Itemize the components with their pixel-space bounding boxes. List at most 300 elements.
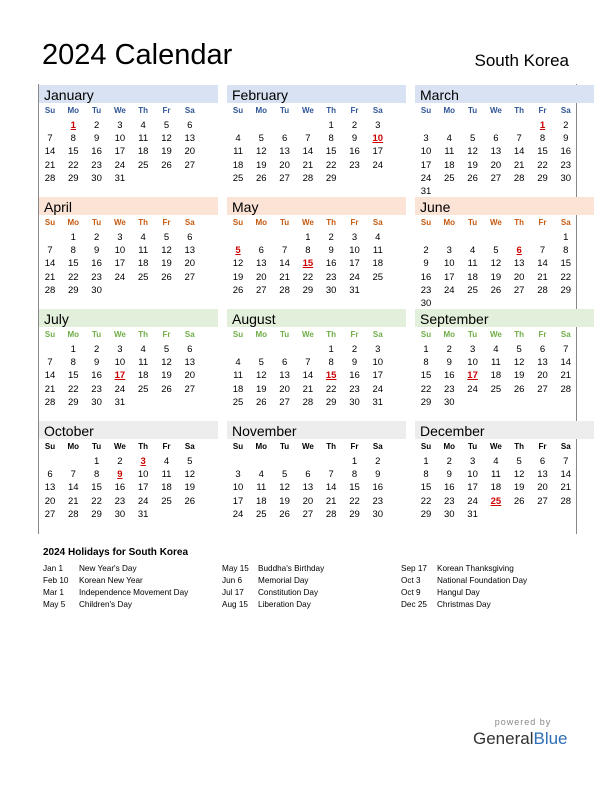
- weekday-label: Mo: [67, 218, 80, 227]
- day-cell: 14: [513, 146, 525, 158]
- day-cell: 20: [44, 495, 56, 507]
- brand-blue: Blue: [533, 729, 568, 748]
- month-name: April: [44, 199, 73, 215]
- day-cell: 2: [446, 344, 452, 355]
- day-cell: 16: [91, 370, 102, 382]
- day-cell: 1: [563, 232, 569, 243]
- weekday-label: We: [113, 330, 126, 339]
- day-cell: 22: [349, 495, 360, 507]
- month-name: June: [420, 199, 451, 215]
- day-cell: 16: [444, 370, 455, 382]
- day-cell: 13: [490, 146, 502, 158]
- weekday-label: Tu: [468, 442, 478, 451]
- day-cell: 21: [302, 383, 314, 395]
- day-cell: 31: [114, 172, 126, 184]
- day-cell: 4: [140, 344, 146, 355]
- day-cell: 17: [444, 271, 455, 283]
- day-cell: 20: [184, 258, 196, 270]
- day-cell: 8: [70, 133, 76, 145]
- holiday-date: Aug 15: [222, 600, 248, 609]
- day-cell: 25: [137, 383, 149, 395]
- weekday-label: Th: [326, 330, 337, 339]
- day-cell: 14: [302, 146, 314, 158]
- day-cell: 24: [420, 172, 432, 184]
- holiday-date: Oct 3: [401, 576, 421, 585]
- day-cell: 23: [560, 159, 572, 171]
- day-cell: 4: [140, 120, 146, 131]
- day-cell: 29: [91, 508, 102, 520]
- day-cell: 12: [161, 357, 172, 369]
- day-cell: 25: [137, 271, 149, 283]
- day-cell: 5: [258, 357, 264, 369]
- day-cell: 3: [375, 120, 381, 131]
- weekday-label: Th: [514, 442, 525, 451]
- day-cell: 27: [537, 495, 548, 507]
- day-cell: 30: [560, 172, 572, 184]
- holiday-day: 3: [140, 456, 146, 467]
- day-cell: 23: [91, 159, 102, 171]
- day-cell: 15: [560, 258, 572, 270]
- day-cell: 2: [93, 344, 100, 355]
- day-cell: 17: [420, 159, 432, 171]
- day-cell: 19: [513, 370, 525, 382]
- weekday-label: Tu: [468, 330, 478, 339]
- day-cell: 7: [47, 357, 53, 369]
- weekday-label: Th: [138, 442, 149, 451]
- day-cell: 25: [256, 508, 267, 520]
- weekday-label: Th: [514, 106, 525, 115]
- brand-logo[interactable]: [473, 729, 568, 749]
- day-cell: 1: [70, 344, 76, 355]
- day-cell: 28: [44, 172, 56, 184]
- weekday-label: Sa: [560, 442, 571, 451]
- day-cell: 21: [325, 495, 337, 507]
- day-cell: 4: [375, 232, 381, 243]
- day-cell: 9: [423, 258, 429, 270]
- day-cell: 19: [184, 482, 196, 494]
- day-cell: 15: [68, 258, 79, 270]
- day-cell: 14: [560, 357, 572, 369]
- day-cell: 22: [560, 271, 572, 283]
- month-header: [39, 421, 218, 439]
- day-cell: 24: [349, 271, 360, 283]
- day-cell: 13: [513, 258, 525, 270]
- weekday-label: Su: [44, 330, 56, 339]
- day-cell: 21: [537, 271, 548, 283]
- day-cell: 5: [163, 232, 170, 243]
- day-cell: 13: [184, 245, 196, 257]
- holiday-day: 5: [235, 245, 241, 257]
- weekday-label: Fr: [162, 218, 171, 227]
- day-cell: 8: [93, 469, 100, 481]
- day-cell: 7: [563, 344, 569, 355]
- day-cell: 14: [279, 258, 290, 270]
- day-cell: 6: [47, 469, 53, 481]
- holidays-title: 2024 Holidays for South Korea: [43, 547, 189, 558]
- day-cell: 23: [349, 159, 360, 171]
- weekday-label: Tu: [280, 218, 290, 227]
- day-cell: 7: [516, 133, 522, 145]
- weekday-label: Su: [232, 442, 244, 451]
- day-cell: 7: [281, 245, 288, 257]
- holiday-date: Feb 10: [43, 576, 69, 585]
- day-cell: 24: [114, 159, 126, 171]
- day-cell: 12: [256, 370, 267, 382]
- day-cell: 30: [91, 172, 102, 184]
- day-cell: 7: [47, 245, 53, 257]
- day-cell: 12: [161, 245, 172, 257]
- month-october: [39, 420, 218, 532]
- day-cell: 10: [467, 357, 478, 369]
- brand-general: General: [473, 729, 534, 748]
- month-header: [415, 309, 594, 327]
- day-cell: 11: [490, 469, 501, 481]
- day-cell: 5: [493, 245, 499, 257]
- day-cell: 20: [513, 271, 525, 283]
- day-cell: 28: [513, 172, 525, 184]
- holiday-date: Sep 17: [401, 564, 427, 573]
- day-cell: 9: [446, 357, 452, 369]
- day-cell: 25: [372, 271, 384, 283]
- weekday-label: Sa: [372, 106, 383, 115]
- day-cell: 16: [349, 146, 360, 158]
- weekday-label: We: [301, 442, 314, 451]
- day-cell: 9: [93, 133, 100, 145]
- day-cell: 19: [513, 482, 525, 494]
- day-cell: 5: [469, 133, 476, 145]
- day-cell: 27: [184, 383, 196, 395]
- day-cell: 28: [560, 383, 572, 395]
- weekday-label: Su: [232, 106, 244, 115]
- day-cell: 22: [420, 495, 432, 507]
- day-cell: 21: [560, 370, 572, 382]
- weekday-label: Th: [138, 218, 149, 227]
- day-cell: 9: [375, 469, 381, 481]
- weekday-label: Su: [44, 218, 56, 227]
- country-name: South Korea: [474, 51, 569, 70]
- weekday-label: Sa: [560, 218, 571, 227]
- day-cell: 30: [91, 284, 102, 296]
- day-cell: 1: [305, 232, 311, 243]
- day-cell: 1: [423, 344, 429, 355]
- weekday-label: Su: [232, 218, 244, 227]
- day-cell: 9: [351, 357, 358, 369]
- day-cell: 16: [114, 482, 126, 494]
- day-cell: 22: [325, 383, 337, 395]
- weekday-label: Fr: [538, 218, 547, 227]
- day-cell: 12: [232, 258, 244, 270]
- day-cell: 30: [420, 298, 432, 309]
- holiday-name: National Foundation Day: [437, 576, 528, 585]
- day-cell: 24: [444, 284, 455, 296]
- day-cell: 11: [138, 357, 149, 369]
- weekday-label: Sa: [560, 330, 571, 339]
- day-cell: 6: [258, 245, 264, 257]
- month-header: [39, 85, 218, 103]
- day-cell: 13: [184, 357, 196, 369]
- day-cell: 15: [68, 370, 79, 382]
- month-march: [415, 84, 594, 196]
- day-cell: 6: [187, 344, 193, 355]
- day-cell: 18: [444, 159, 455, 171]
- day-cell: 22: [537, 159, 548, 171]
- day-cell: 15: [68, 146, 79, 158]
- day-cell: 27: [44, 508, 56, 520]
- day-cell: 20: [256, 271, 267, 283]
- day-cell: 4: [235, 133, 241, 145]
- day-cell: 14: [560, 469, 572, 481]
- holiday-day: 10: [372, 133, 384, 145]
- day-cell: 13: [279, 370, 290, 382]
- month-april: [39, 196, 218, 308]
- day-cell: 16: [349, 370, 360, 382]
- day-cell: 10: [114, 357, 126, 369]
- day-cell: 10: [444, 258, 455, 270]
- day-cell: 6: [281, 133, 288, 145]
- day-cell: 30: [91, 396, 102, 408]
- month-september: [415, 308, 594, 420]
- weekday-label: Su: [44, 106, 56, 115]
- day-cell: 20: [279, 159, 290, 171]
- day-cell: 4: [258, 469, 264, 481]
- day-cell: 7: [47, 133, 53, 145]
- day-cell: 3: [117, 120, 123, 131]
- day-cell: 17: [137, 482, 149, 494]
- day-cell: 27: [184, 159, 196, 171]
- day-cell: 1: [328, 120, 334, 131]
- day-cell: 7: [305, 357, 311, 369]
- day-cell: 9: [93, 357, 100, 369]
- day-cell: 21: [68, 495, 79, 507]
- month-name: September: [420, 311, 489, 327]
- day-cell: 1: [351, 456, 358, 467]
- weekday-label: Mo: [67, 106, 80, 115]
- month-header: [227, 197, 406, 215]
- day-cell: 13: [256, 258, 267, 270]
- day-cell: 20: [302, 495, 314, 507]
- day-cell: 5: [163, 120, 170, 131]
- weekday-label: Mo: [255, 106, 268, 115]
- month-header: [415, 85, 594, 103]
- day-cell: 16: [91, 258, 102, 270]
- weekday-label: Sa: [372, 330, 383, 339]
- day-cell: 7: [70, 469, 76, 481]
- weekday-label: We: [301, 106, 314, 115]
- day-cell: 10: [114, 245, 126, 257]
- day-cell: 25: [490, 383, 502, 395]
- weekday-label: Tu: [92, 442, 102, 451]
- weekday-label: Tu: [280, 442, 290, 451]
- day-cell: 3: [423, 133, 429, 145]
- day-cell: 26: [513, 383, 525, 395]
- day-cell: 24: [114, 271, 126, 283]
- month-name: May: [232, 199, 259, 215]
- day-cell: 20: [490, 159, 502, 171]
- holiday-name: Korean Thanksgiving: [437, 564, 514, 573]
- month-august: [227, 308, 406, 420]
- day-cell: 23: [444, 495, 455, 507]
- day-cell: 11: [138, 245, 149, 257]
- day-cell: 2: [351, 120, 358, 131]
- day-cell: 17: [232, 495, 244, 507]
- weekday-label: Mo: [255, 330, 268, 339]
- weekday-label: Tu: [280, 330, 290, 339]
- day-cell: 8: [328, 133, 334, 145]
- weekday-label: Fr: [538, 106, 547, 115]
- holiday-name: Christmas Day: [437, 600, 491, 609]
- day-cell: 29: [560, 284, 572, 296]
- month-name: November: [232, 423, 297, 439]
- day-cell: 20: [184, 370, 196, 382]
- weekday-label: Fr: [350, 442, 359, 451]
- day-cell: 16: [325, 258, 337, 270]
- day-cell: 12: [184, 469, 196, 481]
- day-cell: 18: [490, 482, 502, 494]
- weekday-label: Tu: [280, 106, 290, 115]
- month-name: December: [420, 423, 485, 439]
- day-cell: 10: [349, 245, 360, 257]
- day-cell: 6: [281, 357, 288, 369]
- day-cell: 24: [232, 508, 244, 520]
- day-cell: 22: [302, 271, 314, 283]
- day-cell: 19: [279, 495, 290, 507]
- day-cell: 9: [93, 245, 100, 257]
- holiday-name: Liberation Day: [258, 600, 311, 609]
- day-cell: 14: [44, 258, 56, 270]
- day-cell: 12: [490, 258, 502, 270]
- day-cell: 8: [423, 357, 429, 369]
- day-cell: 29: [68, 172, 79, 184]
- weekday-label: Fr: [162, 106, 171, 115]
- month-header: [227, 85, 406, 103]
- day-cell: 18: [256, 495, 267, 507]
- day-cell: 16: [560, 146, 572, 158]
- day-cell: 29: [420, 396, 432, 408]
- weekday-label: Tu: [468, 106, 478, 115]
- holiday-date: Jan 1: [43, 564, 64, 573]
- day-cell: 27: [537, 383, 548, 395]
- holiday-date: Oct 9: [401, 588, 421, 597]
- holiday-name: New Year's Day: [79, 564, 137, 573]
- day-cell: 15: [349, 482, 360, 494]
- day-cell: 11: [372, 245, 383, 257]
- day-cell: 24: [114, 383, 126, 395]
- month-name: August: [232, 311, 276, 327]
- day-cell: 26: [232, 284, 244, 296]
- day-cell: 15: [420, 370, 432, 382]
- month-header: [415, 197, 594, 215]
- day-cell: 4: [469, 245, 476, 257]
- day-cell: 31: [137, 508, 149, 520]
- day-cell: 16: [420, 271, 432, 283]
- weekday-label: Th: [326, 218, 337, 227]
- day-cell: 25: [232, 172, 244, 184]
- weekday-label: Sa: [560, 106, 571, 115]
- weekday-label: Sa: [372, 442, 383, 451]
- day-cell: 4: [446, 133, 452, 145]
- day-cell: 27: [279, 396, 290, 408]
- day-cell: 30: [444, 508, 455, 520]
- weekday-label: Sa: [372, 218, 383, 227]
- day-cell: 8: [70, 245, 76, 257]
- day-cell: 17: [372, 370, 384, 382]
- day-cell: 22: [325, 159, 337, 171]
- day-cell: 29: [325, 172, 337, 184]
- day-cell: 24: [467, 383, 478, 395]
- day-cell: 23: [91, 271, 102, 283]
- day-cell: 25: [444, 172, 455, 184]
- day-cell: 13: [537, 469, 548, 481]
- day-cell: 26: [467, 172, 478, 184]
- weekday-label: Su: [44, 442, 56, 451]
- weekday-label: We: [113, 106, 126, 115]
- day-cell: 22: [68, 271, 79, 283]
- day-cell: 26: [490, 284, 502, 296]
- day-cell: 5: [187, 456, 193, 467]
- day-cell: 12: [513, 357, 525, 369]
- day-cell: 27: [256, 284, 267, 296]
- day-cell: 21: [44, 159, 56, 171]
- day-cell: 28: [560, 495, 572, 507]
- day-cell: 26: [279, 508, 290, 520]
- day-cell: 10: [372, 357, 384, 369]
- day-cell: 2: [375, 456, 381, 467]
- month-header: [415, 421, 594, 439]
- day-cell: 29: [325, 396, 337, 408]
- day-cell: 13: [44, 482, 56, 494]
- day-cell: 27: [279, 172, 290, 184]
- month-december: [415, 420, 594, 532]
- day-cell: 29: [68, 284, 79, 296]
- day-cell: 19: [161, 258, 172, 270]
- weekday-label: Fr: [538, 330, 547, 339]
- holiday-name: Children's Day: [79, 600, 132, 609]
- weekday-label: Mo: [443, 218, 456, 227]
- weekday-label: Fr: [350, 330, 359, 339]
- weekday-label: Sa: [184, 330, 195, 339]
- holiday-date: Dec 25: [401, 600, 427, 609]
- day-cell: 26: [161, 383, 172, 395]
- day-cell: 28: [302, 172, 314, 184]
- day-cell: 26: [161, 159, 172, 171]
- day-cell: 17: [349, 258, 360, 270]
- day-cell: 3: [351, 232, 358, 243]
- month-name: February: [232, 87, 289, 103]
- day-cell: 3: [469, 456, 476, 467]
- day-cell: 23: [91, 383, 102, 395]
- weekday-label: We: [113, 218, 126, 227]
- day-cell: 17: [372, 146, 384, 158]
- weekday-label: We: [489, 330, 502, 339]
- day-cell: 21: [279, 271, 290, 283]
- day-cell: 1: [423, 456, 429, 467]
- weekday-label: Mo: [67, 442, 80, 451]
- month-may: [227, 196, 406, 308]
- day-cell: 8: [70, 357, 76, 369]
- day-cell: 30: [325, 284, 337, 296]
- month-header: [39, 309, 218, 327]
- day-cell: 3: [117, 344, 123, 355]
- day-cell: 18: [232, 159, 244, 171]
- day-cell: 19: [232, 271, 244, 283]
- day-cell: 1: [93, 456, 100, 467]
- day-cell: 25: [232, 396, 244, 408]
- day-cell: 4: [493, 456, 499, 467]
- day-cell: 13: [279, 146, 290, 158]
- month-header: [227, 421, 406, 439]
- day-cell: 10: [232, 482, 244, 494]
- holiday-date: Jun 6: [222, 576, 243, 585]
